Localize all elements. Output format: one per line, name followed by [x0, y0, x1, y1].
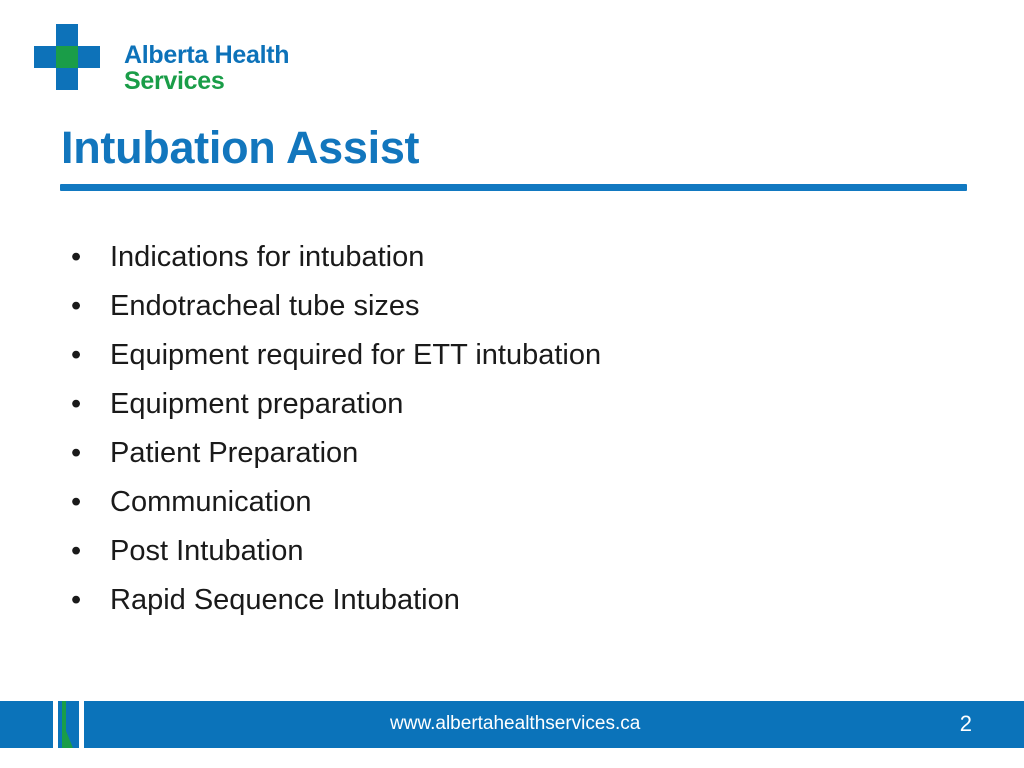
bullet-text: Endotracheal tube sizes [110, 290, 420, 322]
bullet-text: Communication [110, 486, 312, 518]
bullet-item [68, 380, 601, 429]
ahs-cross-icon [34, 24, 112, 102]
bullet-text: Equipment required for ETT intubation [110, 339, 602, 371]
bullet-dot-icon: • [71, 486, 82, 518]
bullet-dot-icon: • [71, 388, 82, 420]
bullet-text: Patient Preparation [110, 437, 359, 469]
footer-url[interactable]: www.albertahealthservices.ca [390, 713, 641, 734]
bullet-item [68, 282, 601, 331]
footer-bar [0, 701, 1024, 748]
bullet-dot-icon: • [71, 437, 82, 469]
logo-wordmark [124, 42, 289, 94]
bullet-dot-icon: • [71, 241, 82, 273]
footer-logo-icon [53, 701, 89, 748]
bullet-text: Equipment preparation [110, 388, 404, 420]
bullet-dot-icon: • [71, 584, 82, 616]
bullet-item [68, 478, 601, 527]
bullet-dot-icon: • [71, 535, 82, 567]
slide-title: Intubation Assist [61, 122, 420, 173]
ahs-logo [34, 24, 304, 104]
bullet-item [68, 233, 601, 282]
bullet-text: Rapid Sequence Intubation [110, 584, 460, 616]
bullet-text: Post Intubation [110, 535, 304, 567]
bullet-item [68, 576, 601, 625]
page-number: 2 [959, 711, 972, 736]
logo-line-2: Services [124, 67, 225, 95]
bullet-item [68, 527, 601, 576]
logo-line-1: Alberta Health [124, 41, 290, 69]
title-divider [60, 184, 967, 191]
bullet-text: Indications for intubation [110, 241, 425, 273]
bullet-item [68, 331, 601, 380]
bullet-dot-icon: • [71, 339, 82, 371]
bullet-item [68, 429, 601, 478]
bullet-list [68, 233, 601, 625]
bullet-dot-icon: • [71, 290, 82, 322]
